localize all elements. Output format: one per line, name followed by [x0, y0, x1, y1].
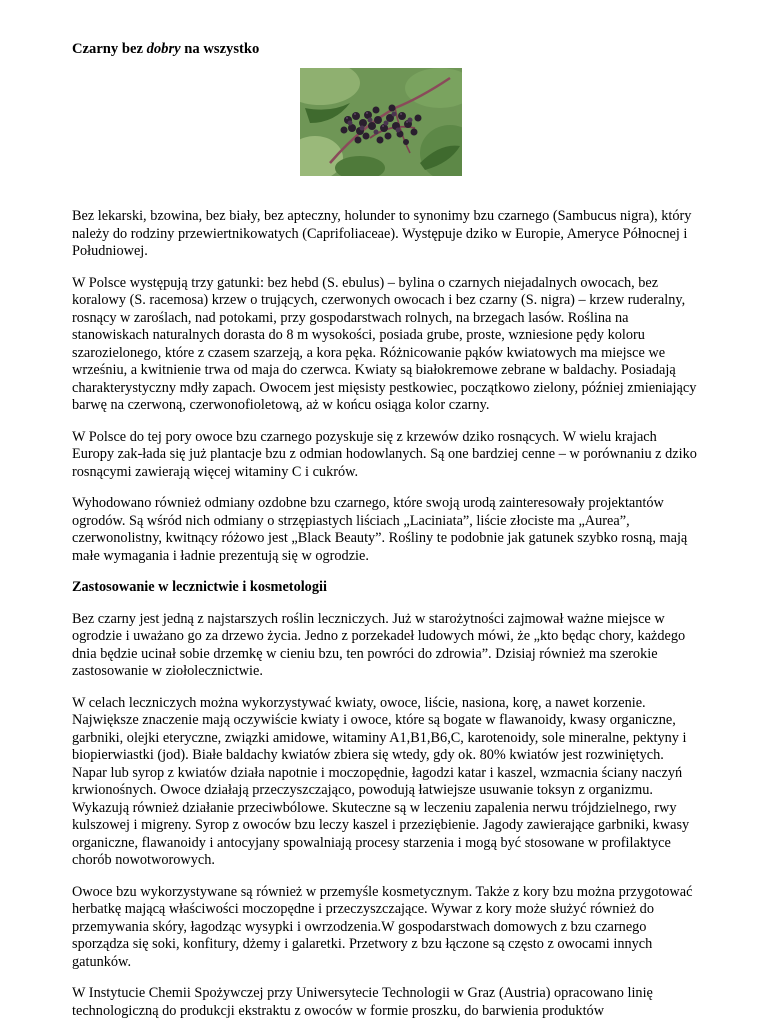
paragraph-history: Bez czarny jest jedną z najstarszych roślin leczniczych. Już w starożytności zajmował ważne miejsce w ogrodzie i uważano go za drzewo życia. Jedno z porzekadeł ludowych mówi, że „kto będąc chory, każdego dnia będzie ucinał sobie drzemkę w cieniu bzu, ten powróci do zdrowia”. Dzisiaj również ma szerokie zastosowanie w ziołolecznictwie. — [72, 610, 686, 679]
article-body — [72, 208, 700, 1034]
title-part-1: Czarny bez — [72, 41, 147, 57]
title-emphasis: dobry — [146, 41, 181, 57]
paragraph-cosmetic: Owoce bzu wykorzystywane są również w przemyśle kosmetycznym. Także z kory bzu można przygotować herbatkę mającą właściwości moczopędne i przeczyszczające. Wywar z kory może służyć również do przemywania skóry, łagodząc wysypki i owrzodzenia.W gospodarstwach domowych z bzu czarnego sporządza się soki, konfitury, dżemy i galaretki. Przetwory z bzu łączone są często z owocami innych gatunków. — [72, 883, 693, 970]
paragraph-medicinal: W celach leczniczych można wykorzystywać kwiaty, owoce, liście, nasiona, korę, a nawet korzenie. Największe znaczenie mają oczywiście kwiaty i owoce, które są bogate w flawanoidy, kwasy organiczne, garbniki, olejki eteryczne, związki amidowe, witaminy A1,B1,B6,C, karotenoidy, sole mineralne, pektyny i biopierwiastki (jod). Białe baldachy kwiatów zbiera się wtedy, gdy ok. 80% kwiatów jest rozwiniętych. Napar lub syrop z kwiatów działa napotnie i moczopędnie, łagodzi katar i kaszel, wzmacnia ściany naczyń krwionośnych. Owoce działają przeczyszczająco, powodują łatwiejsze usuwanie toksyn z organizmu. Wykazują również działanie przeciwbólowe. Skuteczne są w leczeniu zapalenia nerwu trójdzielnego, rwy kulszowej i migreny. Syrop z owoców bzu leczy kaszel i przeziębienie. Jagody zawierające garbniki, kwasy organiczne, flawanoidy i antocyjany spowalniają procesy starzenia i mogą być stosowane w profilaktyce chorób nowotworowych. — [72, 694, 690, 868]
paragraph-plantations: W Polsce do tej pory owoce bzu czarnego pozyskuje się z krzewów dziko rosnących. W wielu krajach Europy zak-łada się już plantacje bzu z odmian hodowlanych. Są one bardziej cenne – w porównaniu z dziko rosnącymi zawierają więcej witaminy C i cukrów. — [72, 428, 697, 480]
title-part-2: na wszystko — [180, 41, 260, 57]
elderberry-photo — [300, 68, 462, 176]
paragraph-graz: W Instytucie Chemii Spożywczej przy Uniwersytecie Technologii w Graz (Austria) opracowano linię technologiczną do produkcji ekstraktu z owoców w formie proszku, do barwienia produktów — [72, 985, 653, 1019]
page-title — [72, 40, 259, 58]
paragraph-intro: Bez lekarski, bzowina, bez biały, bez apteczny, holunder to synonimy bzu czarnego (Sambucus nigra), który należy do rodziny przewiertnikowatych (Caprifoliaceae). Występuje dziko w Europie, Ameryce Północnej i Południowej. — [72, 208, 692, 259]
paragraph-species: W Polsce występują trzy gatunki: bez hebd (S. ebulus) – bylina o czarnych niejadalnych owocach, bez koralowy (S. racemosa) krzew o trujących, czerwonych owocach i bez czarny (S. nigra) – krzew ruderalny, rosnący w zaroślach, nad potokami, przy gospodarstwach rolnych, na brzegach lasów. Roślina na stanowiskach naturalnych dorasta do 8 m wysokości, posiada grube, proste, wzniesione pędy koloru szarozielonego, które z czasem szarzeją, a kora pęka. Różnicowanie pąków kwiatowych ma miejsce we wrześniu, a kwitnienie trwa od maja do czerwca. Kwiaty są białokremowe zebrane w baldachy. Posiadają charakterystyczny mdły zapach. Owocem jest mięsisty pestkowiec, początkowo zielony, później zmieniający barwę na czerwoną, czerwonofioletową, aż w końcu osiąga kolor czarny. — [72, 274, 697, 413]
elderberry-photo-image — [300, 68, 462, 176]
paragraph-ornamental: Wyhodowano również odmiany ozdobne bzu czarnego, które swoją urodą zainteresowały projektantów ogrodów. Są wśród nich odmiany o strzępiastych liściach „Laciniata”, liście złociste ma „Aurea”, czerwonolistny, kwitnący różowo jest „Black Beauty”. Rośliny te podobnie jak gatunek szybko rosną, mają małe wymagania i ładnie prezentują się w ogrodzie. — [72, 495, 688, 564]
section-heading: Zastosowanie w lecznictwie i kosmetologii — [72, 579, 327, 595]
